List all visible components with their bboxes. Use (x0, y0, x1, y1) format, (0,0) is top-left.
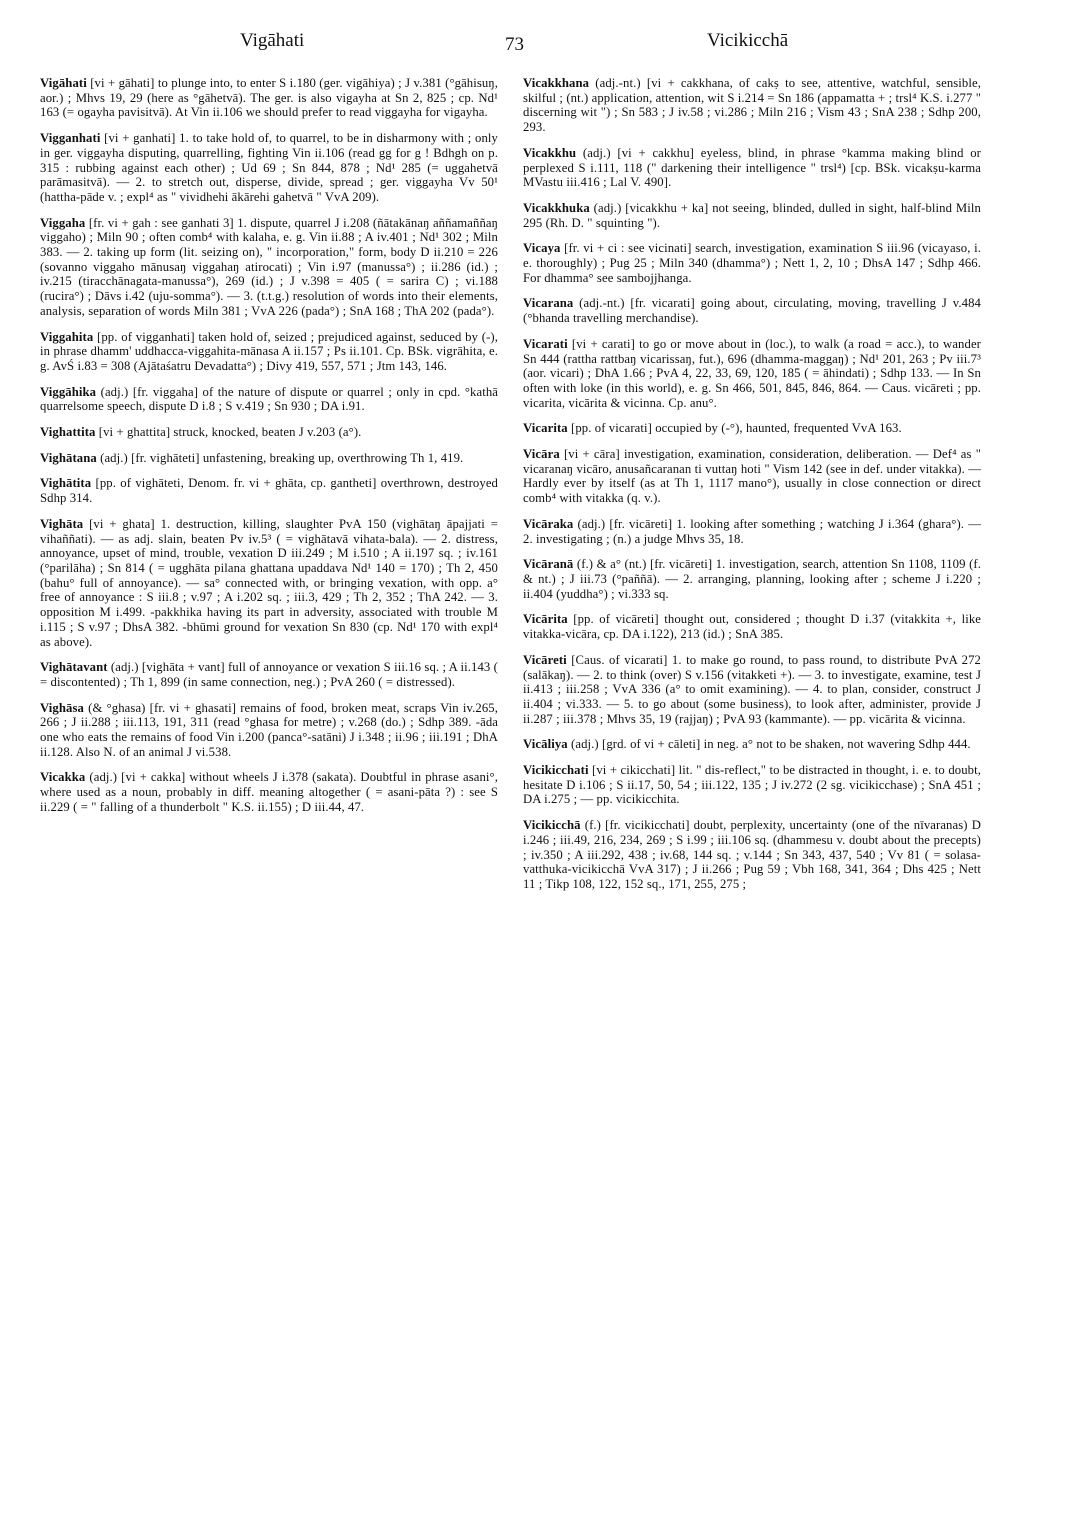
entry-headword: Vicakka (40, 770, 86, 785)
entry-definition: (adj.) [fr. vighāteti] unfastening, breaking up, overthrowing Th 1, 419. (96, 450, 464, 465)
dictionary-entry (523, 557, 981, 601)
dictionary-entry (523, 737, 981, 752)
entry-headword: Vicārita (523, 612, 568, 627)
entry-headword: Vicāranā (523, 557, 574, 572)
entry-headword: Vicakkhu (523, 145, 577, 160)
entry-headword: Vicāreti (523, 652, 567, 667)
entry-headword: Viggaha (40, 215, 86, 230)
dictionary-entry (523, 517, 981, 546)
dictionary-entry (523, 818, 981, 892)
entry-definition: (adj.) [vicakkhu + ka] not seeing, blinded, dulled in sight, half-blind Miln 295 (Rh. D. " squinting "). (523, 200, 981, 230)
entry-headword: Vicarita (523, 421, 568, 436)
dictionary-entry (40, 451, 498, 466)
entry-headword: Viggahita (40, 329, 94, 344)
entry-definition: (adj.) [vi + cakkhu] eyeless, blind, in phrase °kamma making blind or perplexed S i.111, 118 (" darkening their intelligence " trsl⁴) [cp. BSk. vicakṣu-karma MVastu iii.416 ; Lal V. 490]. (523, 145, 981, 190)
entry-definition: [vi + carati] to go or move about in (loc.), to walk (a road = acc.), to wander Sn 444 (rattha rattbaŋ vicarissaŋ, fut.), 696 (dhamma-maggaŋ) ; Nd¹ 201, 263 ; Pv iii.7³ (aor. vicari) ; DhA 1.66 ; PvA 4, 22, 33, 69, 120, 185 ( = āhindati) ; Sdhp 133. — In Sn often with loke (in this world), e. g. Sn 466, 501, 845, 846, 864. — Caus. vicāreti ; pp. vicarita, vicārita & vicinna. Cp. anu°. (523, 336, 981, 410)
entry-headword: Vighātana (40, 450, 97, 465)
running-head-left: Vigāhati (240, 30, 305, 51)
entry-definition: (f.) & a° (nt.) [fr. vicāreti] 1. investigation, search, attention Sn 1108, 1109 (f. & nt.) ; J iii.73 (°paññā). — 2. arranging, planning, looking after ; scheme J i.220 ; ii.404 (yuddha°) ; vi.333 sq. (523, 557, 981, 601)
dictionary-entry (40, 517, 498, 649)
entry-definition: (& °ghasa) [fr. vi + ghasati] remains of food, broken meat, scraps Vin iv.265, 266 ; J ii.288 ; iii.113, 191, 311 (read °ghasa for metre) ; v.268 (do.) ; Sdhp 389. -āda one who eats the remains of food Vin i.200 (panca°-satāni) J i.348 ; ii.96 ; iii.191 ; DhA ii.128. Also N. of an animal J vi.538. (40, 700, 498, 759)
dictionary-entry (523, 447, 981, 506)
entry-headword: Vicāliya (523, 737, 568, 752)
entry-definition: (f.) [fr. vicikicchati] doubt, perplexity, uncertainty (one of the nīvaranas) D i.246 ; iii.49, 216, 234, 269 ; S i.99 ; iii.106 sq. (dhammesu v. doubt about the precepts) ; iv.350 ; A iii.292, 438 ; iv.68, 144 sq. ; v.144 ; Sn 343, 437, 540 ; Vv 81 ( = solasa-vatthuka-vicikicchā VvA 317) ; J ii.266 ; Pug 59 ; Vbh 168, 341, 364 ; Dhs 425 ; Nett 11 ; Tikp 108, 122, 152 sq., 171, 255, 275 ; (523, 818, 981, 891)
entry-definition: (adj.) [fr. vicāreti] 1. looking after something ; watching J i.364 (ghara°). — 2. investigating ; (n.) a judge Mhvs 35, 18. (523, 516, 981, 546)
dictionary-entry (523, 763, 981, 807)
page-number: 73 (505, 34, 524, 55)
dictionary-entry (523, 76, 981, 135)
entry-definition: [fr. vi + gah : see ganhati 3] 1. dispute, quarrel J i.208 (ñātakānaŋ aññamaññaŋ viggaho) ; Miln 90 ; often comb⁴ with kalaha, e. g. Vin ii.88 ; A iv.401 ; Nd¹ 302 ; Miln 383. — 2. taking up form (lit. seizing on), " incorporation," form, body D ii.210 = 226 (sovanno viggaho mānusaŋ viggahaŋ atirocati) ; Vin i.97 (manussa°) ; ii.286 (id.) ; iv.215 (tiracchānagata-manussa°), 269 (id.) ; J v.398 = 405 ( = sarira C) ; vi.188 (rucira°) ; Dāvs i.42 (uju-somma°). — 3. (t.t.g.) resolution of words into their elements, analysis, separation of words Miln 381 ; VvA 226 (pada°) ; SnA 168 ; ThA 202 (pada°). (40, 215, 498, 318)
dictionary-entry (40, 701, 498, 760)
dictionary-entry (523, 201, 981, 230)
dictionary-entry (40, 476, 498, 505)
page-header (0, 30, 1073, 60)
entry-headword: Vicāraka (523, 516, 574, 531)
dictionary-entry (40, 330, 498, 374)
entry-definition: [vi + gāhati] to plunge into, to enter S i.180 (ger. vigāhiya) ; J v.381 (°gāhisuŋ, aor.) ; Mhvs 19, 29 (here as °gāhetvā). The ger. is also vigayha at Sn 2, 825 ; cp. Nd¹ 163 (= ogayha pavisitvā). At Vin ii.106 we should prefer to read viggayha for vigayha. (40, 76, 498, 120)
entry-definition: [vi + ghata] 1. destruction, killing, slaughter PvA 150 (vighātaŋ āpajjati = vihaññati). — as adj. slain, beaten Pv iv.5³ ( = vighātavā vihata-bala). — 2. distress, annoyance, upset of mind, trouble, vexation D iii.249 ; M i.510 ; A ii.197 sq. ; iv.161 (°parilāha) ; Sn 814 ( = ugghāta pilana ghattana upaddava Nd¹ 140 = 170) ; Th 2, 450 (bahu° full of annoyance). — sa° connected with, or bringing vexation, with opp. a° free of annoyance : S iii.8 ; v.97 ; A i.202 sq. ; iii.3, 429 ; Th 2, 352 ; ThA 242. — 3. opposition M i.499. -pakkhika having its part in adversity, associated with trouble M i.115 ; S v.97 ; DhsA 382. -bhūmi ground for vexation Sn 830 (cp. Nd¹ 170 with expl⁴ as above). (40, 516, 498, 649)
dictionary-entry (523, 421, 981, 436)
dictionary-entry (40, 660, 498, 689)
entry-definition: [vi + ghattita] struck, knocked, beaten J v.203 (a°). (95, 425, 362, 440)
entry-definition: [pp. of vicarati] occupied by (-°), haunted, frequented VvA 163. (567, 421, 902, 436)
entry-definition: [fr. vi + ci : see vicinati] search, investigation, examination S iii.96 (vicayaso, i. e. thoroughly) ; Pug 25 ; Miln 340 (dhamma°) ; Nett 1, 2, 10 ; DhsA 147 ; Sdhp 466. For dhamma° see sambojjhanga. (523, 241, 981, 285)
dictionary-entry (40, 131, 498, 205)
entry-headword: Vighattita (40, 425, 96, 440)
entry-headword: Vighāsa (40, 700, 84, 715)
entry-definition: [pp. of vigganhati] taken hold of, seized ; prejudiced against, seduced by (-), in phrase dhamm' uddhacca-viggahita-mānasa A ii.157 ; Ps ii.101. Cp. BSk. vigrāhita, e. g. AvŚ i.83 = 308 (Ajātaśatru Devadatta°) ; Divy 419, 557, 571 ; Jtm 143, 146. (40, 329, 498, 373)
entry-headword: Vicikicchati (523, 763, 589, 778)
entry-headword: Vighāta (40, 516, 84, 531)
entry-headword: Vigāhati (40, 76, 87, 90)
entry-headword: Vicikicchā (523, 818, 581, 833)
entry-definition: [vi + cāra] investigation, examination, consideration, deliberation. — Def⁴ as " vicaranaŋ vicāro, anusañcaranan ti vuttaŋ hoti " Vism 142 (see in def. under vitakka). — Hardly ever by itself (as at Th 1, 1117 mano°), usually in close connection or direct comb⁴ with vitakka (q. v.). (523, 447, 981, 506)
dictionary-entry (523, 653, 981, 727)
entry-headword: Viggāhika (40, 384, 97, 399)
entry-headword: Vigganhati (40, 131, 101, 146)
entry-definition: [Caus. of vicarati] 1. to make go round, to pass round, to distribute PvA 272 (salākaŋ). — 2. to think (over) S v.156 (vitakketi +). — 3. to investigate, examine, test J ii.413 ; iii.258 ; VvA 336 (a° to omit examining). — 4. to plan, consider, construct J ii.404 ; vi.333. — 5. to go about (some business), to look after, administer, provide J ii.287 ; iii.378 ; Mhvs 35, 19 (rajjaŋ) ; PvA 93 (kammante). — pp. vicārita & vicinna. (523, 652, 981, 726)
entry-definition: (adj.-nt.) [fr. vicarati] going about, circulating, moving, travelling J v.484 (°bhanda travelling merchandise). (523, 296, 981, 326)
entry-definition: (adj.) [fr. viggaha] of the nature of dispute or quarrel ; only in cpd. °kathā quarrelsome speech, dispute D i.8 ; S v.419 ; Sn 930 ; DA i.91. (40, 384, 498, 414)
entry-definition: (adj.-nt.) [vi + cakkhana, of cakṣ to see, attentive, watchful, sensible, skilful ; (nt.) application, attention, wit S i.214 = Sn 186 (appamatta + ; trsl⁴ K.S. i.277 " discerning wit ") ; Sn 583 ; J iv.58 ; vi.286 ; Miln 216 ; Vism 43 ; SnA 238 ; Sdhp 200, 293. (523, 76, 981, 135)
dictionary-entry (523, 296, 981, 325)
entry-headword: Vicakkhuka (523, 200, 590, 215)
dictionary-entry (523, 612, 981, 641)
entry-headword: Vighātavant (40, 660, 108, 675)
entry-definition: (adj.) [grd. of vi + cāleti] in neg. a° not to be shaken, not wavering Sdhp 444. (567, 737, 971, 752)
dictionary-entry (40, 76, 498, 120)
running-head-right: Vicikicchā (707, 30, 789, 51)
entry-headword: Vicakkhana (523, 76, 590, 90)
dictionary-entry (523, 337, 981, 411)
dictionary-entry (40, 425, 498, 440)
entry-definition: [pp. of vighāteti, Denom. fr. vi + ghāta, cp. gantheti] overthrown, destroyed Sdhp 314. (40, 476, 498, 506)
entry-headword: Vicāra (523, 447, 560, 462)
dictionary-entry (523, 146, 981, 190)
dictionary-entry (40, 385, 498, 414)
dictionary-entry (523, 241, 981, 285)
entry-headword: Vicarana (523, 296, 574, 311)
entry-definition: [pp. of vicāreti] thought out, considered ; thought D i.37 (vitakkita +, like vitakka-vicāra, cp. DA i.122), 213 (id.) ; SnA 385. (523, 612, 981, 642)
entry-headword: Vighātita (40, 476, 92, 491)
entry-definition: (adj.) [vi + cakka] without wheels J i.378 (sakata). Doubtful in phrase asani°, where used as a noun, probably in diff. meaning altogether ( = asani-pāta ?) : see S ii.229 ( = " falling of a thunderbolt " K.S. ii.155) ; D iii.44, 47. (40, 770, 498, 814)
entry-definition: [vi + cikicchati] lit. " dis-reflect," to be distracted in thought, i. e. to doubt, hesitate D i.106 ; S ii.17, 50, 54 ; iii.122, 135 ; J iv.272 (2 sg. vicikicchase) ; SnA 451 ; DA i.275 ; — pp. vicikicchita. (523, 763, 981, 807)
dictionary-entry (40, 216, 498, 319)
dictionary-entry (40, 770, 498, 814)
entry-headword: Vicaya (523, 241, 561, 256)
right-column (523, 76, 981, 1516)
entry-definition: [vi + ganhati] 1. to take hold of, to quarrel, to be in disharmony with ; only in ger. viggayha disputing, quarrelling, fighting Vin ii.106 (read gg for g ! Bdhgh on p. 315 : rubbing against each other) ; Ud 69 ; Sn 844, 878 ; Nd¹ 285 (= uggahetvā parāmasitvā). — 2. to stretch out, disperse, divide, spread ; ger. viggayha Vv 50¹ (hattha-pāde v. ; expl⁴ as " vividhehi ākārehi gahetvā " VvA 209). (40, 131, 498, 204)
left-column (40, 76, 498, 1516)
entry-definition: (adj.) [vighāta + vant] full of annoyance or vexation S iii.16 sq. ; A ii.143 ( = discontented) ; Th 1, 899 (in same connection, neg.) ; PvA 260 ( = distressed). (40, 660, 498, 689)
entry-headword: Vicarati (523, 336, 568, 351)
